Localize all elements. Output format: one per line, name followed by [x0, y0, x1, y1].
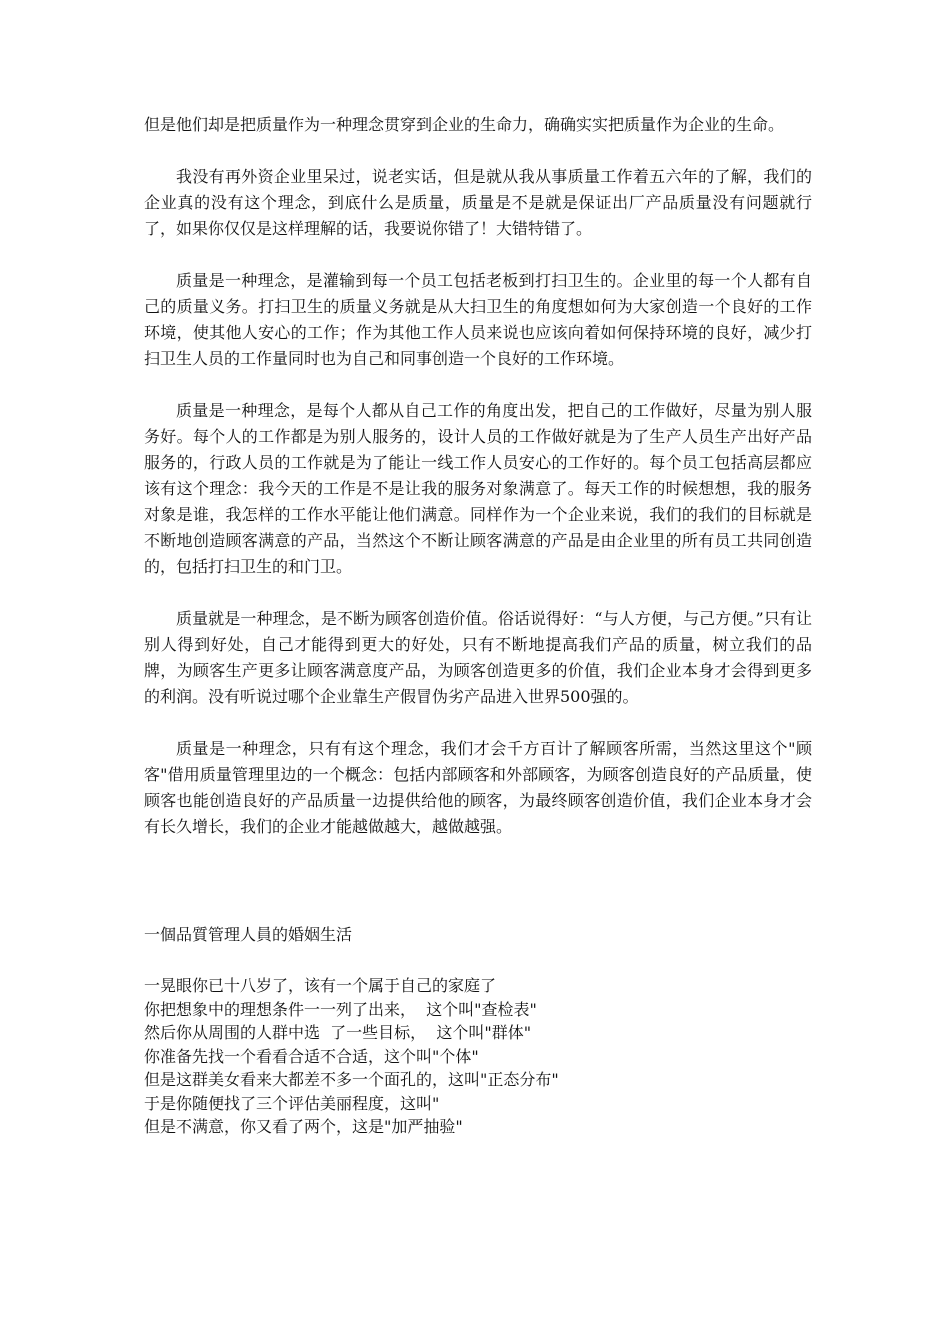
poem-line-4: 你准备先找一个看看合适不合适，这个叫"个体" — [144, 1046, 479, 1066]
poem-line-7: 但是不满意，你又看了两个，这是"加严抽验" — [144, 1117, 463, 1136]
poem-block — [144, 974, 812, 1139]
poem-line-6: 于是你随便找了三个评估美丽程度，这叫" — [144, 1093, 440, 1113]
poem-line-2: 你把想象中的理想条件一一列了出来， 这个叫"查检表" — [144, 999, 537, 1019]
paragraph-4: 质量是一种理念，是每个人都从自己工作的角度出发，把自己的工作做好，尽量为别人服务好。每个人的工作都是为别人服务的，设计人员的工作做好就是为了生产人员生产出好产品服务的，行政人员的工作就是为了能让一线工作人员安心的工作好的。每个员工包括高层都应该有这个理念：我今天的工作是不是让我的服务对象满意了。每天工作的时候想想，我的服务对象是谁，我怎样的工作水平能让他们满意。同样作为一个企业来说，我们的我们的目标就是不断地创造顾客满意的产品，当然这个不断让顾客满意的产品是由企业里的所有员工共同创造的，包括打扫卫生的和门卫。 — [144, 401, 812, 576]
paragraph-6: 质量是一种理念，只有有这个理念，我们才会千方百计了解顾客所需，当然这里这个"顾客"借用质量管理里边的一个概念：包括内部顾客和外部顾客，为顾客创造良好的产品质量，使顾客也能创造良好的产品质量一边提供给他的顾客，为最终顾客创造价值，我们企业本身才会有长久增长，我们的企业才能越做越大，越做越强。 — [144, 739, 812, 836]
paragraph-3: 质量是一种理念，是灌输到每一个员工包括老板到打扫卫生的。企业里的每一个人都有自己的质量义务。打扫卫生的质量义务就是从大扫卫生的角度想如何为大家创造一个良好的工作环境，使其他人安心的工作；作为其他工作人员来说也应该向着如何保持环境的良好，减少打扫卫生人员的工作量同时也为自己和同事创造一个良好的工作环境。 — [144, 271, 812, 368]
poem-line-1: 一晃眼你已十八岁了，该有一个属于自己的家庭了 — [144, 976, 497, 995]
paragraph-5: 质量就是一种理念，是不断为顾客创造价值。俗话说得好：“与人方便，与己方便。”只有让别人得到好处，自己才能得到更大的好处，只有不断地提高我们产品的质量，树立我们的品牌，为顾客生产更多让顾客满意度产品，为顾客创造更多的价值，我们企业本身才会得到更多的利润。没有听说过哪个企业靠生产假冒伪劣产品进入世界500强的。 — [144, 609, 812, 706]
section-spacer — [144, 866, 812, 922]
section-title: 一個品質管理人員的婚姻生活 — [144, 925, 353, 944]
poem-line-3: 然后你从周围的人群中选 了一些目标， 这个叫"群体" — [144, 1023, 532, 1042]
document-page — [144, 112, 812, 1139]
paragraph-2: 我没有再外资企业里呆过，说老实话，但是就从我从事质量工作着五六年的了解，我们的企业真的没有这个理念，到底什么是质量，质量是不是就是保证出厂产品质量没有问题就行了，如果你仅仅是这样理解的话，我要说你错了！大错特错了。 — [144, 167, 812, 238]
poem-line-5: 但是这群美女看来大都差不多一个面孔的，这叫"正态分布" — [144, 1070, 559, 1089]
paragraph-1: 但是他们却是把质量作为一种理念贯穿到企业的生命力，确确实实把质量作为企业的生命。 — [144, 115, 785, 134]
